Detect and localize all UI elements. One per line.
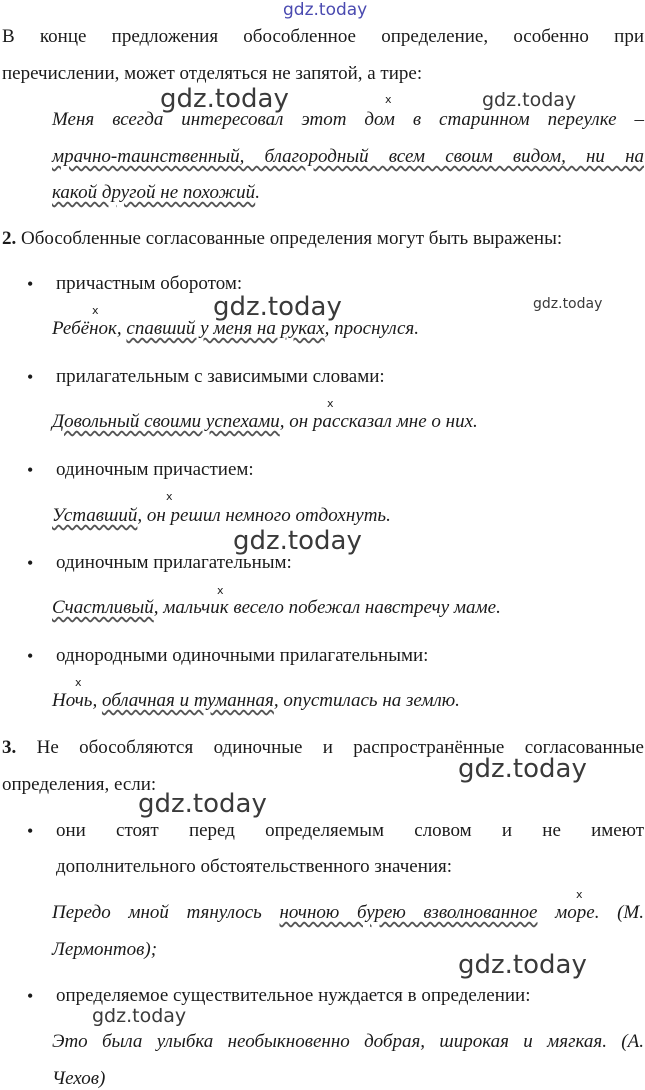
underlined-phrase: Довольный своими успехами bbox=[52, 411, 280, 432]
intro-example-line-2 bbox=[52, 146, 644, 168]
watermark: gdz.today bbox=[160, 84, 289, 114]
underlined-phrase: какой другой не похожий bbox=[52, 182, 256, 203]
watermark: gdz.today bbox=[482, 89, 577, 111]
underlined-phrase: мрачно-таинственный, благородный всем своим видом, ни на bbox=[52, 146, 644, 167]
watermark: gdz.today bbox=[533, 296, 603, 312]
list-item-example: Довольный своими успехами, он рассказал мне о них. bbox=[52, 411, 478, 432]
underlined-phrase: спавший у меня на руках bbox=[126, 318, 325, 339]
list-item-example: Это была улыбка необыкновенно добрая, широкая и мягкая. (А. bbox=[52, 1031, 644, 1052]
watermark: gdz.today bbox=[458, 950, 587, 980]
list-item-label: однородными одиночными прилагательными: bbox=[56, 645, 429, 666]
bullet-icon: • bbox=[27, 367, 34, 387]
list-item-label: определяемое существительное нуждается в определении: bbox=[56, 985, 531, 1006]
list-item-example: Ребёнок, спавший у меня на руках, проснулся. bbox=[52, 318, 419, 339]
watermark: gdz.today bbox=[138, 789, 267, 819]
section-number: 2. bbox=[2, 228, 17, 249]
bullet-icon: • bbox=[27, 553, 34, 573]
x-marker: x bbox=[92, 304, 99, 317]
section-2-heading: 2. Обособленные согласованные определения могут быть выражены: bbox=[2, 228, 563, 249]
underlined-phrase: ночною бурею взволнованное bbox=[279, 902, 538, 923]
x-marker: x bbox=[576, 888, 583, 901]
watermark: gdz.today bbox=[458, 754, 587, 784]
intro-line-2: перечислении, может отделяться не запятой, а тире: bbox=[2, 63, 423, 84]
list-item-label-line-2: дополнительного обстоятельственного значения: bbox=[56, 856, 453, 877]
underlined-phrase: Уставший bbox=[52, 505, 138, 526]
list-item-example: Уставший, он решил немного отдохнуть. bbox=[52, 505, 391, 526]
bullet-icon: • bbox=[27, 646, 34, 666]
intro-example-line-3: какой другой не похожий. bbox=[52, 182, 260, 203]
intro-example-line-1: Меня всегда интересовал этот дом в старинном переулке – bbox=[52, 109, 644, 130]
list-item-example: Передо мной тянулось ночною бурею взволнованное море. (М. bbox=[52, 902, 645, 923]
list-item-label: они стоят перед определяемым словом и не имеют bbox=[56, 820, 644, 841]
bullet-icon: • bbox=[27, 821, 34, 841]
section-number: 3. bbox=[2, 737, 17, 758]
list-item-label: причастным оборотом: bbox=[56, 273, 243, 294]
x-marker: x bbox=[75, 676, 82, 689]
underlined-phrase: Счастливый bbox=[52, 597, 154, 618]
list-item-label: прилагательным с зависимыми словами: bbox=[56, 366, 385, 387]
list-item-example-line-2: Лермонтов); bbox=[52, 939, 158, 960]
x-marker: x bbox=[385, 93, 392, 106]
list-item-label: одиночным причастием: bbox=[56, 459, 254, 480]
x-marker: x bbox=[327, 397, 334, 410]
bullet-icon: • bbox=[27, 986, 34, 1006]
list-item-example: Счастливый, мальчик весело побежал навстречу маме. bbox=[52, 597, 501, 618]
x-marker: x bbox=[166, 490, 173, 503]
x-marker: x bbox=[217, 584, 224, 597]
section-3-heading: 3. Не обособляются одиночные и распространённые согласованные bbox=[2, 737, 644, 758]
section-3-heading-line-2: определения, если: bbox=[2, 774, 157, 795]
list-item-example: Ночь, облачная и туманная, опустилась на землю. bbox=[52, 690, 460, 711]
underlined-phrase: облачная и туманная bbox=[101, 690, 274, 711]
intro-line-1: В конце предложения обособленное определение, особенно при bbox=[2, 26, 644, 47]
watermark: gdz.today bbox=[233, 526, 362, 556]
bullet-icon: • bbox=[27, 460, 34, 480]
watermark: gdz.today bbox=[92, 1005, 187, 1027]
list-item-label: одиночным прилагательным: bbox=[56, 552, 292, 573]
watermark: gdz.today bbox=[213, 292, 342, 322]
bullet-icon: • bbox=[27, 274, 34, 294]
watermark-top: gdz.today bbox=[283, 0, 368, 20]
list-item-example-line-2: Чехов) bbox=[52, 1068, 106, 1089]
